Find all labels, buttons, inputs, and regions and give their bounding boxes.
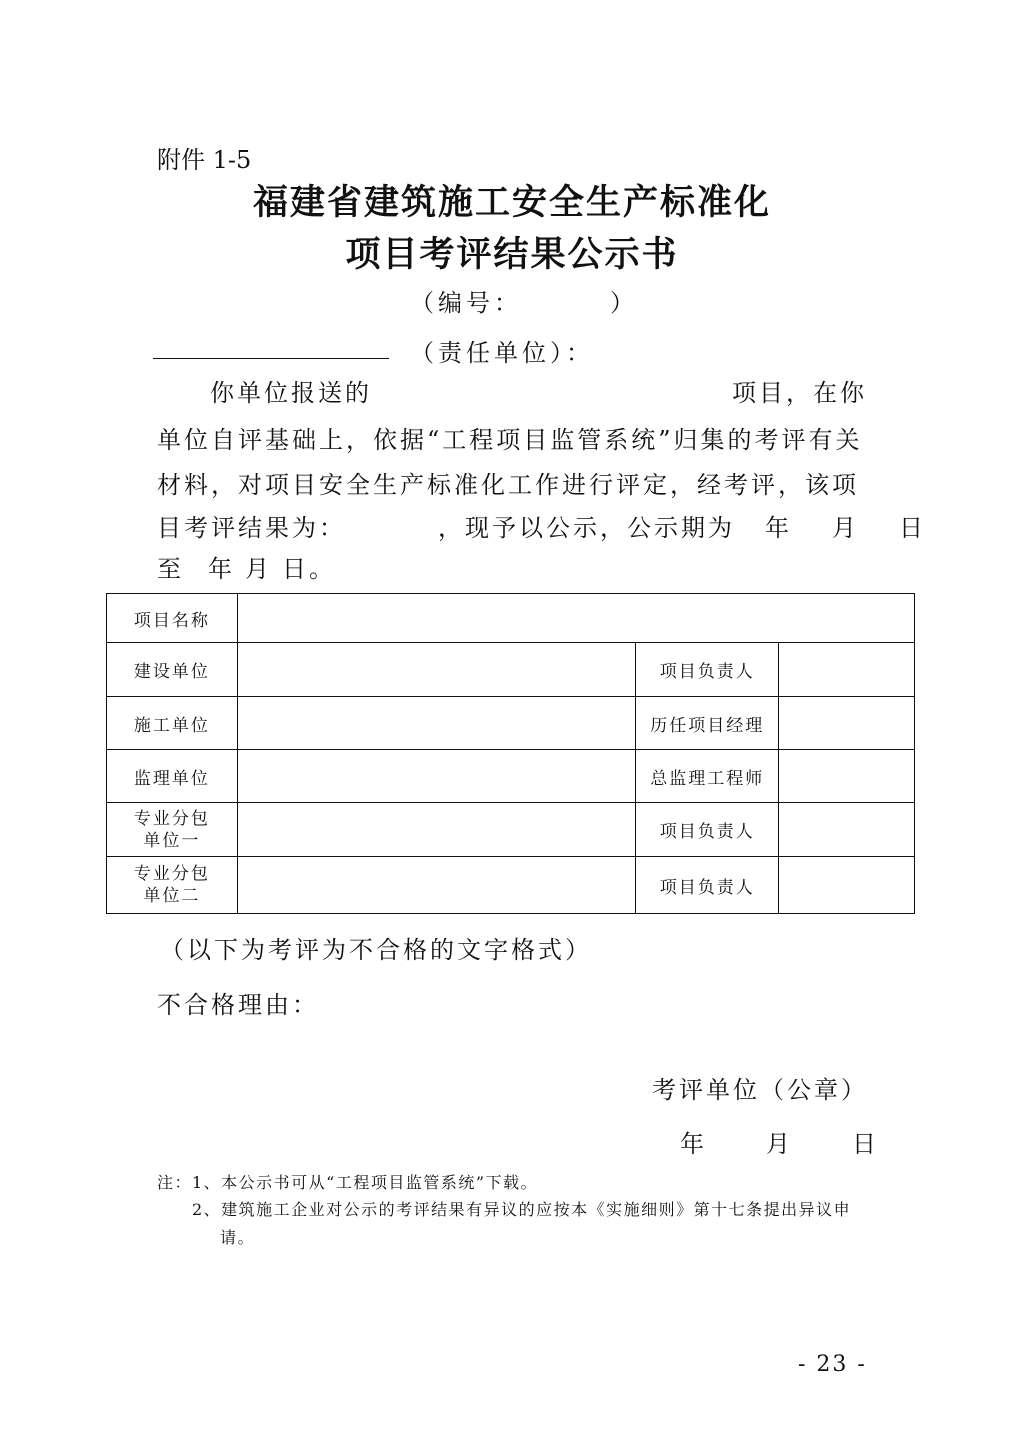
body-line1-start: 你单位报送的 (210, 379, 372, 407)
sign-day: 日 (852, 1130, 876, 1158)
subcontractor2-lead-label: 项目负责人 (636, 857, 779, 914)
addressee-label: （责任单位）： (410, 339, 594, 367)
constructor-label: 施工单位 (107, 697, 238, 750)
table-row (107, 643, 915, 697)
start-month: 月 (832, 514, 859, 542)
constructor-value[interactable] (237, 697, 635, 750)
table-row (107, 803, 915, 857)
builder-lead-value[interactable] (779, 643, 915, 697)
project-info-table (106, 593, 915, 914)
supervisor-value[interactable] (237, 750, 635, 803)
subcontractor1-label-line1: 专业分包 (133, 808, 210, 829)
fail-reason-label: 不合格理由： (157, 991, 319, 1019)
document-title-line2: 项目考评结果公示书 (345, 235, 679, 275)
addressee-blank-line (153, 358, 389, 359)
body-line3: 材料，对项目安全生产标准化工作进行评定，经考评，该项 (157, 471, 859, 499)
document-title-line1: 福建省建筑施工安全生产标准化 (252, 183, 771, 223)
subcontractor2-label (107, 857, 238, 914)
serial-number (410, 283, 638, 318)
managers-label: 历任项目经理 (636, 697, 779, 750)
result-label: 目考评结果为： (157, 514, 346, 542)
note-2: 2、建筑施工企业对公示的考评结果有异议的应按本《实施细则》第十七条提出异议申 (192, 1200, 852, 1219)
serial-open: （编号： (410, 289, 510, 317)
start-day: 日 (899, 514, 926, 542)
subcontractor1-label-line2: 单位一 (143, 830, 201, 851)
subcontractor1-lead-label: 项目负责人 (636, 803, 779, 857)
body-line2: 单位自评基础上，依据“工程项目监管系统”归集的考评有关 (157, 426, 863, 454)
to-label: 至 (157, 555, 184, 583)
subcontractor1-lead-value[interactable] (779, 803, 915, 857)
project-name-value[interactable] (237, 594, 914, 643)
managers-value[interactable] (779, 697, 915, 750)
sign-year: 年 (680, 1130, 704, 1158)
page-number: - 23 - (798, 1352, 867, 1377)
start-year: 年 (765, 514, 792, 542)
subcontractor2-lead-value[interactable] (779, 857, 915, 914)
body-line5: 至 年 月 日。 (157, 555, 336, 583)
note-1: 注：1、本公示书可从“工程项目监管系统”下载。 (157, 1173, 539, 1192)
attachment-label: 附件 1-5 (157, 146, 252, 174)
table-row (107, 697, 915, 750)
table-row (107, 750, 915, 803)
chief-supervisor-label: 总监理工程师 (636, 750, 779, 803)
end-day: 日 (282, 555, 309, 583)
body-line1-end: 项目，在你 (732, 379, 867, 407)
supervisor-label: 监理单位 (107, 750, 238, 803)
end-month: 月 (245, 555, 272, 583)
sign-month: 月 (766, 1130, 790, 1158)
subcontractor2-label-line1: 专业分包 (133, 864, 210, 884)
project-name-label: 项目名称 (107, 594, 238, 643)
subcontractor2-value[interactable] (237, 857, 635, 914)
builder-value[interactable] (237, 643, 635, 697)
builder-label: 建设单位 (107, 643, 238, 697)
subcontractor2-label-line2: 单位二 (143, 886, 201, 906)
chief-supervisor-value[interactable] (779, 750, 915, 803)
table-row (107, 594, 915, 643)
end-year: 年 (208, 555, 235, 583)
table-row (107, 857, 915, 914)
fail-format-note: （以下为考评为不合格的文字格式） (160, 936, 592, 964)
note-2-continued: 请。 (220, 1228, 256, 1247)
signature-date (680, 1124, 876, 1159)
evaluator-seal-label: 考评单位（公章） (652, 1076, 868, 1104)
body-line4 (157, 508, 926, 543)
serial-close: ） (610, 289, 638, 317)
builder-lead-label: 项目负责人 (636, 643, 779, 697)
publicity-text: ，现予以公示，公示期为 (438, 514, 735, 542)
subcontractor1-value[interactable] (237, 803, 635, 857)
subcontractor1-label (107, 803, 238, 857)
